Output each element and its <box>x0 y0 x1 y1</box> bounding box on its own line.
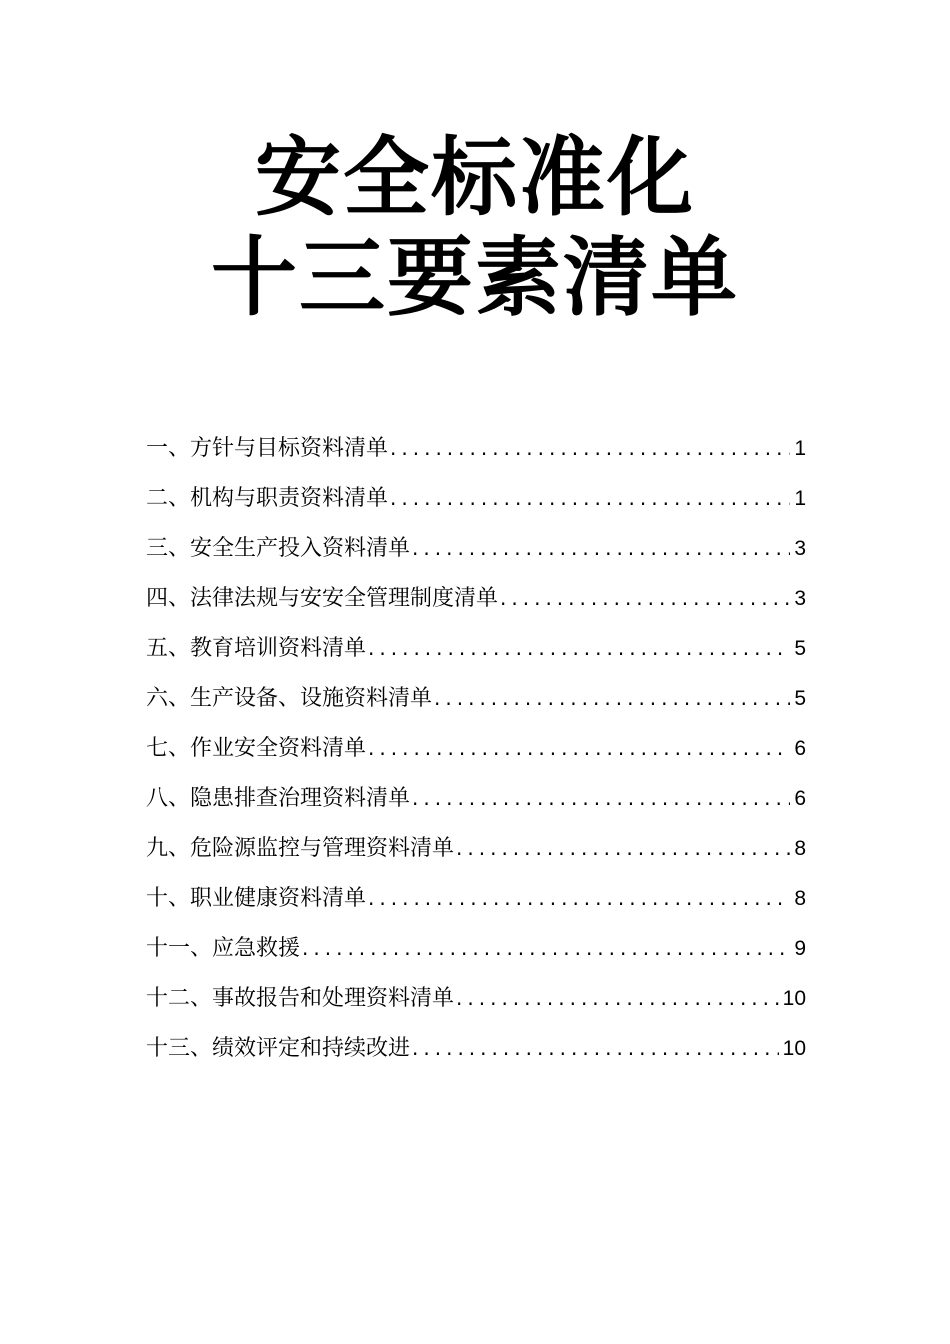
toc-entry-page: 3 <box>794 587 806 610</box>
toc-dot-leader <box>456 823 790 873</box>
toc-entry-label: 六、生产设备、设施资料清单 <box>146 686 433 711</box>
toc-entry-label: 三、安全生产投入资料清单 <box>146 536 411 561</box>
toc-entry-label: 一、方针与目标资料清单 <box>146 436 389 461</box>
toc-entry-1[interactable] <box>146 423 806 473</box>
toc-entry-page: 5 <box>794 687 806 710</box>
toc-entry-page: 1 <box>794 437 806 460</box>
toc-entry-label: 十三、绩效评定和持续改进 <box>146 1036 411 1061</box>
toc-entry-page: 6 <box>794 787 806 810</box>
toc-entry-page: 5 <box>794 637 806 660</box>
toc-dot-leader <box>434 673 790 723</box>
toc-entry-12[interactable] <box>146 973 806 1023</box>
toc-entry-3[interactable] <box>146 523 806 573</box>
toc-entry-page: 9 <box>794 937 806 960</box>
toc-dot-leader <box>500 573 790 623</box>
toc-dot-leader <box>368 873 790 923</box>
toc-entry-4[interactable] <box>146 573 806 623</box>
table-of-contents <box>146 423 806 1073</box>
toc-entry-2[interactable] <box>146 473 806 523</box>
toc-entry-8[interactable] <box>146 773 806 823</box>
toc-entry-label: 五、教育培训资料清单 <box>146 636 367 661</box>
toc-entry-page: 1 <box>794 487 806 510</box>
toc-entry-11[interactable] <box>146 923 806 973</box>
toc-dot-leader <box>412 773 790 823</box>
toc-entry-label: 二、机构与职责资料清单 <box>146 486 389 511</box>
title-line-2: 十三要素清单 <box>211 228 739 328</box>
toc-entry-label: 九、危险源监控与管理资料清单 <box>146 836 455 861</box>
toc-entry-label: 七、作业安全资料清单 <box>146 736 367 761</box>
toc-entry-6[interactable] <box>146 673 806 723</box>
toc-entry-10[interactable] <box>146 873 806 923</box>
toc-entry-label: 十一、应急救援 <box>146 936 301 961</box>
toc-entry-page: 10 <box>782 987 806 1010</box>
toc-entry-label: 十二、事故报告和处理资料清单 <box>146 986 455 1011</box>
toc-entry-label: 四、法律法规与安安全管理制度清单 <box>146 586 499 611</box>
toc-entry-13[interactable] <box>146 1023 806 1073</box>
toc-entry-label: 八、隐患排查治理资料清单 <box>146 786 411 811</box>
toc-dot-leader <box>390 423 790 473</box>
toc-entry-7[interactable] <box>146 723 806 773</box>
toc-dot-leader <box>368 723 790 773</box>
toc-entry-label: 十、职业健康资料清单 <box>146 886 367 911</box>
toc-entry-page: 8 <box>794 837 806 860</box>
toc-dot-leader <box>302 923 790 973</box>
toc-entry-page: 10 <box>782 1037 806 1060</box>
toc-entry-page: 6 <box>794 737 806 760</box>
toc-entry-page: 3 <box>794 537 806 560</box>
toc-entry-5[interactable] <box>146 623 806 673</box>
document-title <box>0 128 950 328</box>
toc-dot-leader <box>368 623 790 673</box>
toc-entry-9[interactable] <box>146 823 806 873</box>
toc-dot-leader <box>412 523 790 573</box>
title-line-1: 安全标准化 <box>255 128 695 228</box>
toc-dot-leader <box>412 1023 779 1073</box>
toc-dot-leader <box>390 473 790 523</box>
toc-entry-page: 8 <box>794 887 806 910</box>
toc-dot-leader <box>456 973 779 1023</box>
